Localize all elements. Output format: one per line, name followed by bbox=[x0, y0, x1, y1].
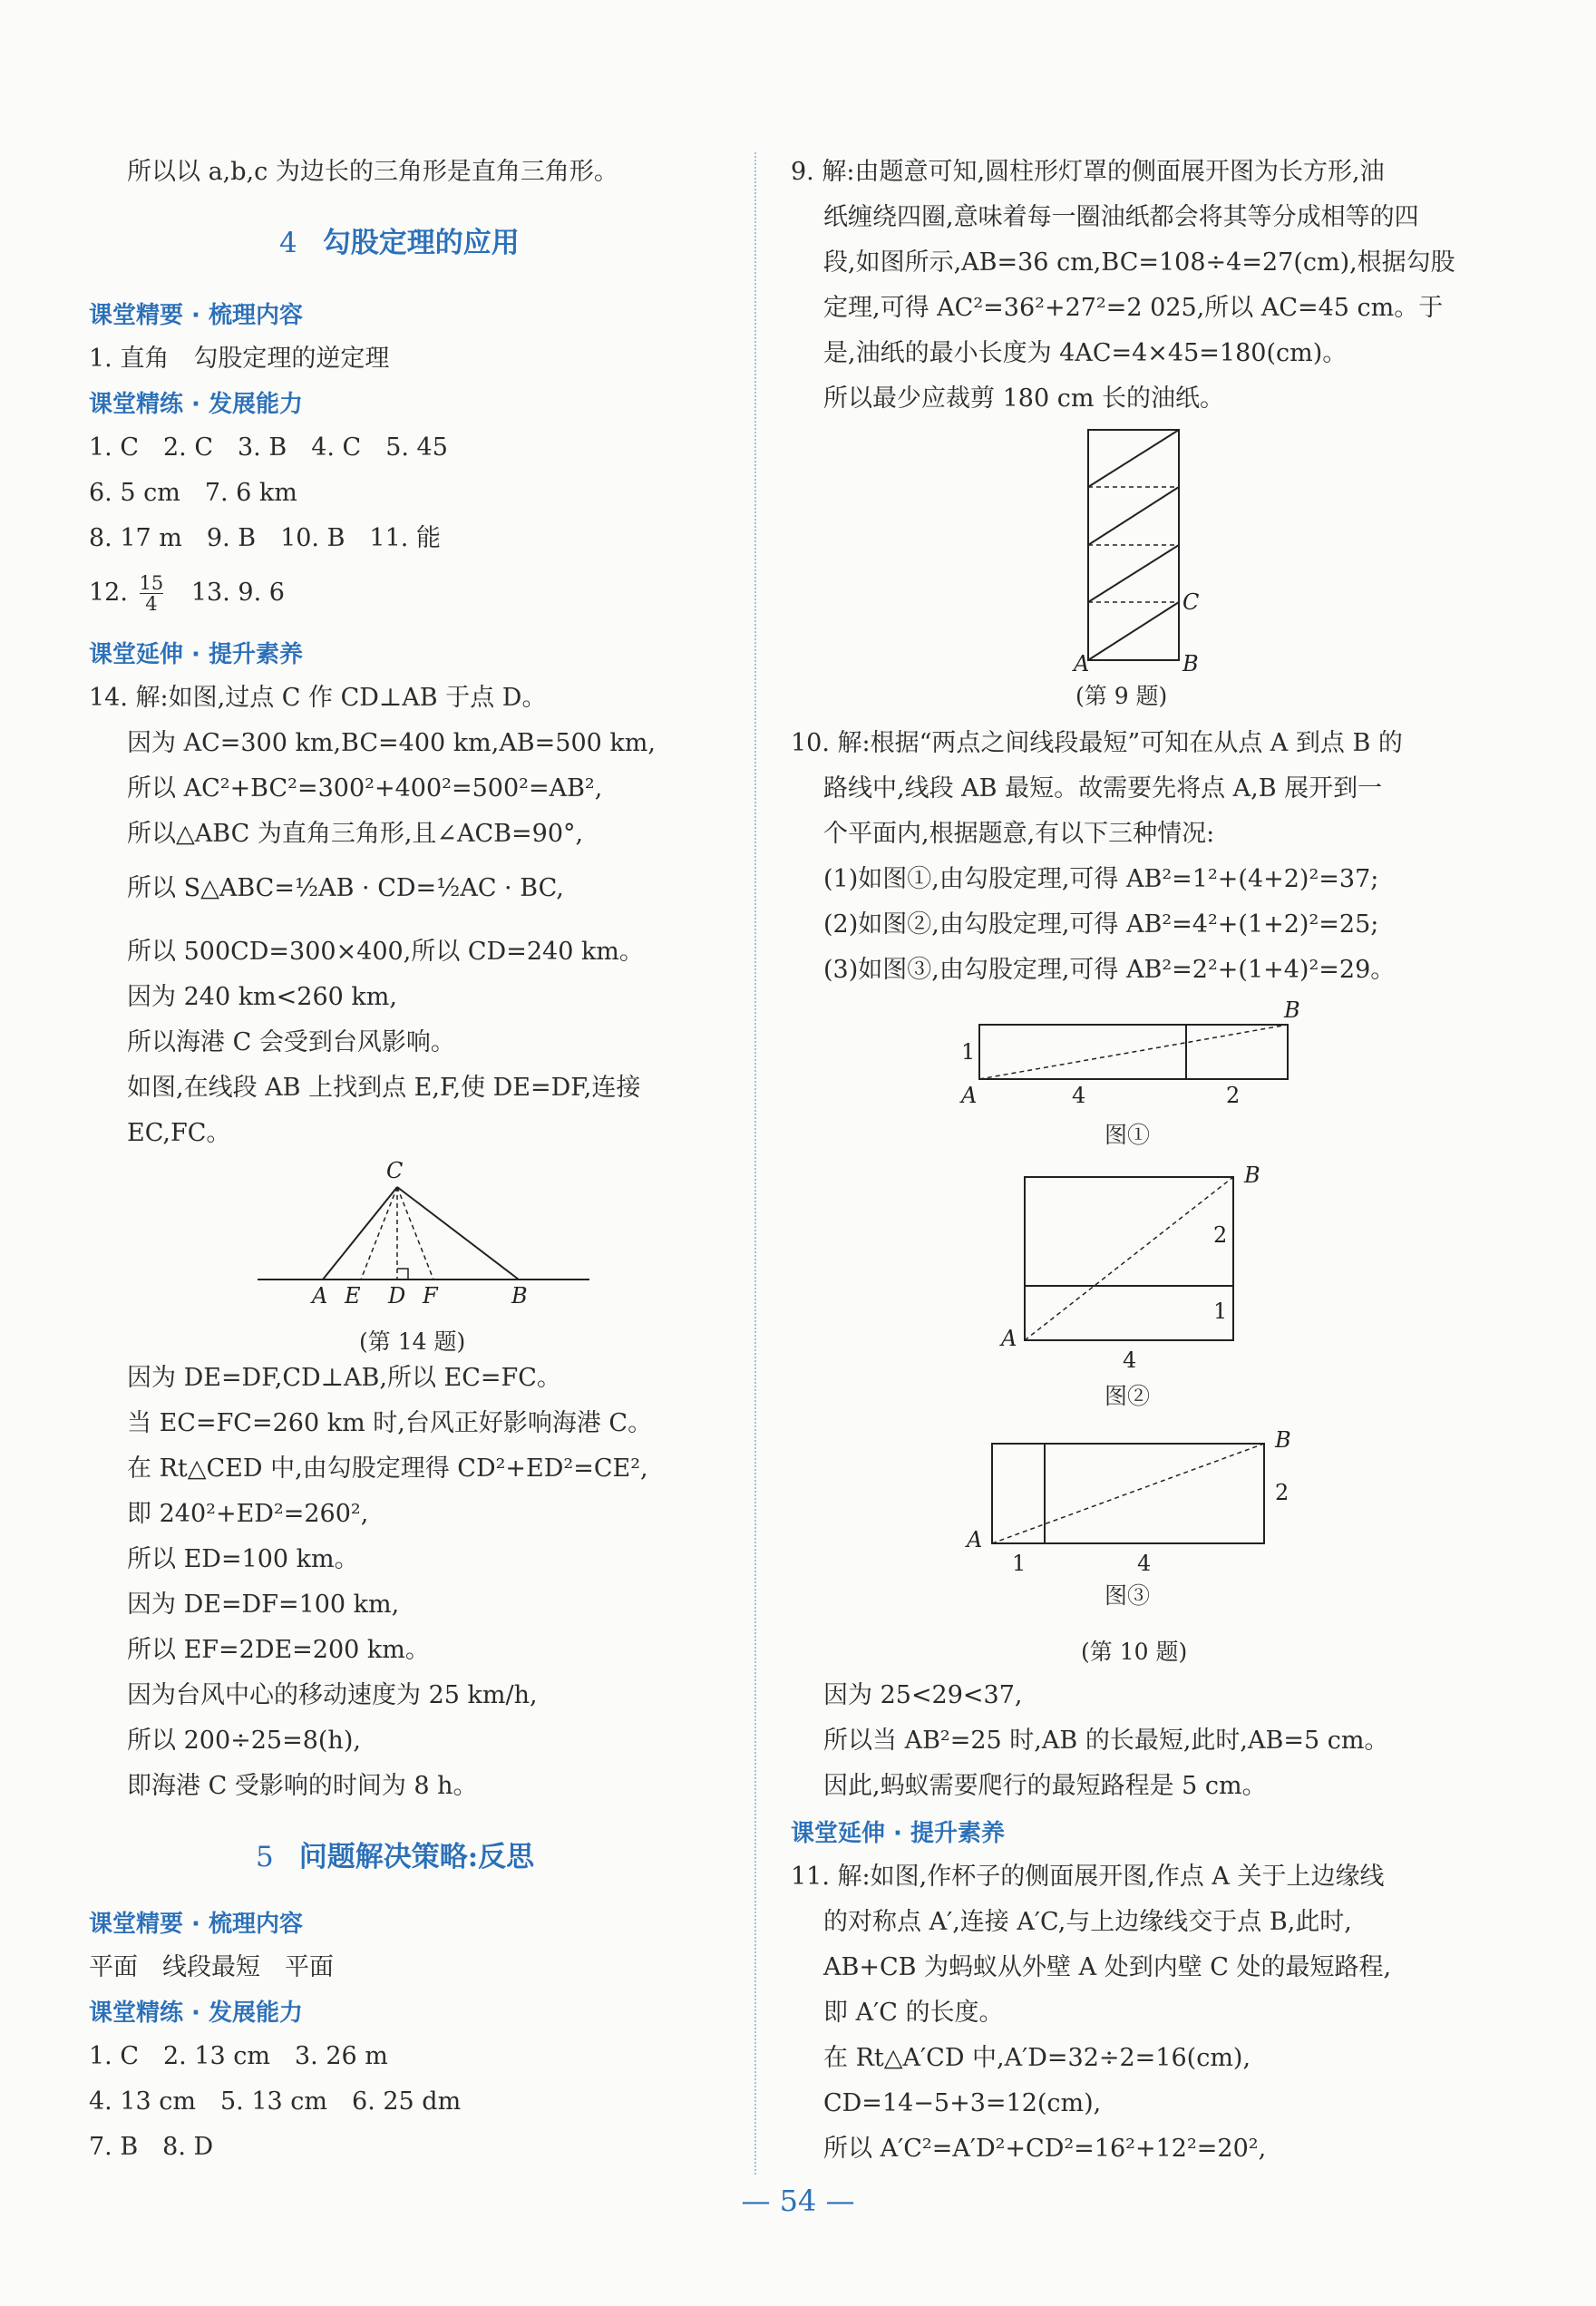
q10-line: 因为 25<29<37, bbox=[823, 1681, 1023, 1709]
q11-line: 的对称点 A′,连接 A′C,与上边缘线交于点 B,此时, bbox=[823, 1908, 1352, 1936]
q14-line: 如图,在线段 AB 上找到点 E,F,使 DE=DF,连接 bbox=[127, 1074, 641, 1102]
answer-line: 4. 13 cm 5. 13 cm 6. 25 dm bbox=[89, 2087, 462, 2116]
q14-line: 因为台风中心的移动速度为 25 km/h, bbox=[127, 1681, 538, 1709]
label-A: A bbox=[312, 1283, 328, 1309]
section-heading-right: 课堂延伸 · 提升素养 bbox=[791, 1820, 1005, 1847]
label-2: 2 bbox=[1275, 1480, 1289, 1505]
q10-line: 路线中,线段 AB 最短。故需要先将点 A,B 展开到一 bbox=[823, 774, 1383, 803]
label-B: B bbox=[511, 1283, 528, 1309]
figure-14 bbox=[254, 1156, 598, 1319]
figure-10-2 bbox=[988, 1161, 1288, 1373]
label-A: A bbox=[1001, 1326, 1017, 1351]
q14-line: 所以 200÷25=8(h), bbox=[127, 1727, 361, 1755]
q9-line: 纸缠绕四圈,意味着每一圈油纸都会将其等分成相等的四 bbox=[823, 203, 1419, 231]
q14-line: 因为 240 km<260 km, bbox=[127, 983, 397, 1011]
figure-10-1 bbox=[952, 997, 1315, 1106]
fraction: $\frac{15}{4}$ bbox=[139, 572, 164, 615]
q10-line: 10. 解:根据“两点之间线段最短”可知在从点 A 到点 B 的 bbox=[791, 729, 1403, 757]
q11-line: 在 Rt△A′CD 中,A′D=32÷2=16(cm), bbox=[823, 2044, 1251, 2072]
q14-line: 在 Rt△CED 中,由勾股定理得 CD²+ED²=CE², bbox=[127, 1455, 648, 1483]
figure-10-caption: (第 10 题) bbox=[1081, 1639, 1188, 1665]
q9-line: 9. 解:由题意可知,圆柱形灯罩的侧面展开图为长方形,油 bbox=[791, 158, 1385, 186]
q14-line: 所以 ED=100 km。 bbox=[127, 1545, 359, 1573]
label-A: A bbox=[961, 1083, 978, 1108]
chapter-5-heading: 5 问题解决策略:反思 bbox=[256, 1841, 535, 1873]
label-B: B bbox=[1284, 997, 1300, 1023]
q14-line: 即海港 C 受影响的时间为 8 h。 bbox=[127, 1772, 478, 1800]
label-B: B bbox=[1182, 651, 1199, 676]
q14-line: 因为 DE=DF,CD⊥AB,所以 EC=FC。 bbox=[127, 1364, 561, 1392]
figure-10-3 bbox=[952, 1424, 1315, 1578]
intro-line: 所以以 a,b,c 为边长的三角形是直角三角形。 bbox=[127, 158, 618, 186]
chapter-4-heading: 4 勾股定理的应用 bbox=[279, 227, 520, 259]
figure-9 bbox=[1070, 426, 1215, 680]
answer-line: 7. B 8. D bbox=[89, 2133, 214, 2161]
answer-line: 平面 线段最短 平面 bbox=[89, 1953, 334, 1981]
q10-line: (3)如图③,由勾股定理,可得 AB²=2²+(1+4)²=29。 bbox=[823, 956, 1396, 984]
label-4: 4 bbox=[1123, 1348, 1137, 1373]
figure-10-1-caption: 图① bbox=[1105, 1122, 1151, 1148]
q14-line: 即 240²+ED²=260², bbox=[127, 1500, 369, 1528]
label-1: 1 bbox=[961, 1039, 976, 1065]
section-heading-1: 课堂精要 · 梳理内容 bbox=[89, 302, 303, 329]
answer-line: 6. 5 cm 7. 6 km bbox=[89, 479, 297, 507]
label-2: 2 bbox=[1213, 1222, 1228, 1248]
label-C: C bbox=[1182, 589, 1200, 615]
q9-line: 定理,可得 AC²=36²+27²=2 025,所以 AC=45 cm。于 bbox=[823, 294, 1444, 322]
section-heading-3: 课堂延伸 · 提升素养 bbox=[89, 641, 303, 668]
q14-line: 因为 DE=DF=100 km, bbox=[127, 1591, 400, 1619]
q14-line: 所以△ABC 为直角三角形,且∠ACB=90°, bbox=[127, 820, 584, 848]
label-4: 4 bbox=[1137, 1551, 1152, 1576]
section-heading-4: 课堂精要 · 梳理内容 bbox=[89, 1911, 303, 1938]
answer-line: 8. 17 m 9. B 10. B 11. 能 bbox=[89, 524, 441, 552]
q14-line: 所以 AC²+BC²=300²+400²=500²=AB², bbox=[127, 774, 603, 803]
figure-10-3-caption: 图③ bbox=[1105, 1582, 1151, 1609]
label-B: B bbox=[1244, 1163, 1260, 1188]
label-E: E bbox=[345, 1283, 361, 1309]
q9-line: 是,油纸的最小长度为 4AC=4×45=180(cm)。 bbox=[823, 339, 1348, 367]
figure-10-2-caption: 图② bbox=[1105, 1383, 1151, 1409]
figure-14-caption: (第 14 题) bbox=[359, 1328, 466, 1355]
q11-line: CD=14−5+3=12(cm), bbox=[823, 2089, 1102, 2117]
label-D: D bbox=[388, 1283, 406, 1309]
q10-line: (1)如图①,由勾股定理,可得 AB²=1²+(4+2)²=37; bbox=[823, 865, 1379, 893]
q10-line: (2)如图②,由勾股定理,可得 AB²=4²+(1+2)²=25; bbox=[823, 910, 1379, 939]
label-B: B bbox=[1275, 1427, 1291, 1453]
label-A: A bbox=[1074, 651, 1090, 676]
q14-line: 当 EC=FC=260 km 时,台风正好影响海港 C。 bbox=[127, 1409, 653, 1437]
q14-line: 所以 EF=2DE=200 km。 bbox=[127, 1636, 430, 1664]
q14-line: EC,FC。 bbox=[127, 1119, 231, 1147]
q14-line: 所以 S△ABC=½AB · CD=½AC · BC, bbox=[127, 874, 564, 902]
label-A: A bbox=[967, 1527, 983, 1552]
column-divider bbox=[754, 152, 756, 2175]
q14-line: 所以 500CD=300×400,所以 CD=240 km。 bbox=[127, 938, 644, 966]
label-2: 2 bbox=[1226, 1083, 1241, 1108]
section-heading-2: 课堂精练 · 发展能力 bbox=[89, 391, 303, 418]
q10-line: 所以当 AB²=25 时,AB 的长最短,此时,AB=5 cm。 bbox=[823, 1727, 1389, 1755]
q11-line: 所以 A′C²=A′D²+CD²=16²+12²=20², bbox=[823, 2135, 1267, 2163]
section-heading-5: 课堂精练 · 发展能力 bbox=[89, 2000, 303, 2027]
answer-line-fraction: 12. $\frac{15}{4}$ 13. 9. 6 bbox=[89, 572, 285, 615]
q10-line: 个平面内,根据题意,有以下三种情况: bbox=[823, 820, 1215, 848]
q11-line: 即 A′C 的长度。 bbox=[823, 1999, 1004, 2027]
page-number: — 54 — bbox=[741, 2184, 855, 2218]
label-F: F bbox=[423, 1283, 438, 1309]
label-C: C bbox=[386, 1158, 404, 1183]
label-1: 1 bbox=[1012, 1551, 1027, 1576]
answer-line: 1. C 2. 13 cm 3. 26 m bbox=[89, 2042, 388, 2070]
q14-line: 14. 解:如图,过点 C 作 CD⊥AB 于点 D。 bbox=[89, 684, 547, 712]
answer-line: 1. C 2. C 3. B 4. C 5. 45 bbox=[89, 433, 448, 462]
q9-line: 段,如图所示,AB=36 cm,BC=108÷4=27(cm),根据勾股 bbox=[823, 248, 1455, 277]
q14-line: 所以海港 C 会受到台风影响。 bbox=[127, 1028, 455, 1056]
label-4: 4 bbox=[1072, 1083, 1086, 1108]
figure-9-caption: (第 9 题) bbox=[1075, 683, 1168, 709]
answer-line: 1. 直角 勾股定理的逆定理 bbox=[89, 345, 390, 373]
q9-line: 所以最少应裁剪 180 cm 长的油纸。 bbox=[823, 384, 1225, 413]
q11-line: 11. 解:如图,作杯子的侧面展开图,作点 A 关于上边缘线 bbox=[791, 1863, 1385, 1891]
q10-line: 因此,蚂蚁需要爬行的最短路程是 5 cm。 bbox=[823, 1772, 1267, 1800]
label-1: 1 bbox=[1213, 1299, 1228, 1324]
q14-line: 因为 AC=300 km,BC=400 km,AB=500 km, bbox=[127, 729, 656, 757]
q11-line: AB+CB 为蚂蚁从外壁 A 处到内壁 C 处的最短路程, bbox=[823, 1953, 1392, 1981]
